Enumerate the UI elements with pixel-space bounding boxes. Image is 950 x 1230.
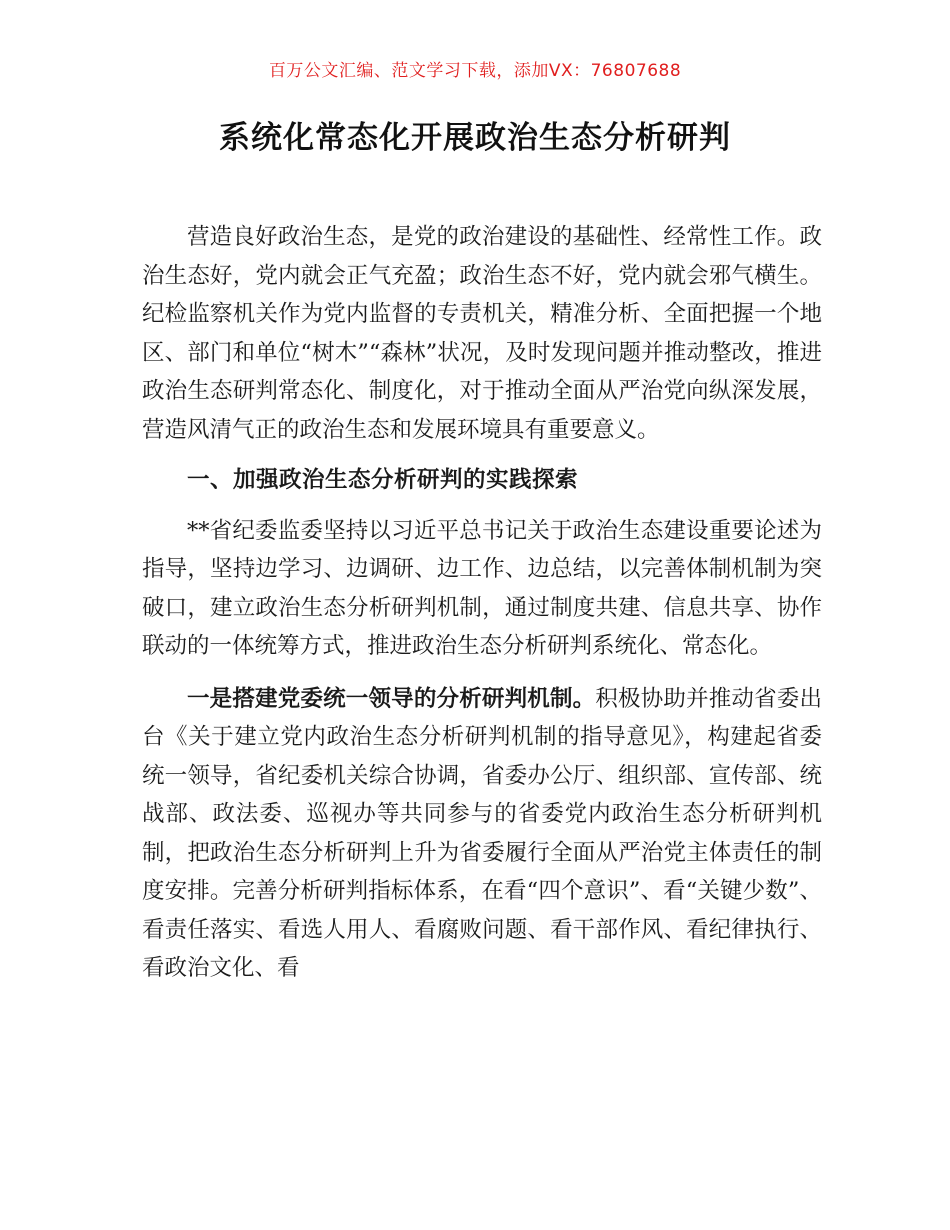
document-body [142, 218, 822, 988]
paragraph-mechanism-body: 积极协助并推动省委出台《关于建立党内政治生态分析研判机制的指导意见》，构建起省委统一领导，省纪委机关综合协调，省委办公厅、组织部、宣传部、统战部、政法委、巡视办等共同参与的省委党内政治生态分析研判机制，把政治生态分析研判上升为省委履行全面从严治党主体责任的制度安排。完善分析研判指标体系，在看“四个意识”、看“关键少数”、看责任落实、看选人用人、看腐败问题、看干部作风、看纪律执行、看政治文化、看 [142, 685, 822, 981]
watermark-header: 百万公文汇编、范文学习下载，添加VX：76807688 [268, 61, 682, 81]
paragraph-lead-bold: 一是搭建党委统一领导的分析研判机制。 [187, 685, 596, 712]
paragraph-practice: **省纪委监委坚持以习近平总书记关于政治生态建设重要论述为指导，坚持边学习、边调研、边工作、边总结，以完善体制机制为突破口，建立政治生态分析研判机制，通过制度共建、信息共享、协作联动的一体统筹方式，推进政治生态分析研判系统化、常态化。 [142, 517, 822, 659]
paragraph-mechanism [142, 680, 822, 988]
paragraph-intro: 营造良好政治生态，是党的政治建设的基础性、经常性工作。政治生态好，党内就会正气充盈；政治生态不好，党内就会邪气横生。纪检监察机关作为党内监督的专责机关，精准分析、全面把握一个地区、部门和单位“树木”“森林”状况，及时发现问题并推动整改，推进政治生态研判常态化、制度化，对于推动全面从严治党向纵深发展，营造风清气正的政治生态和发展环境具有重要意义。 [142, 224, 822, 443]
section-heading-1: 一、加强政治生态分析研判的实践探索 [187, 467, 579, 493]
document-title: 系统化常态化开展政治生态分析研判 [219, 120, 731, 156]
